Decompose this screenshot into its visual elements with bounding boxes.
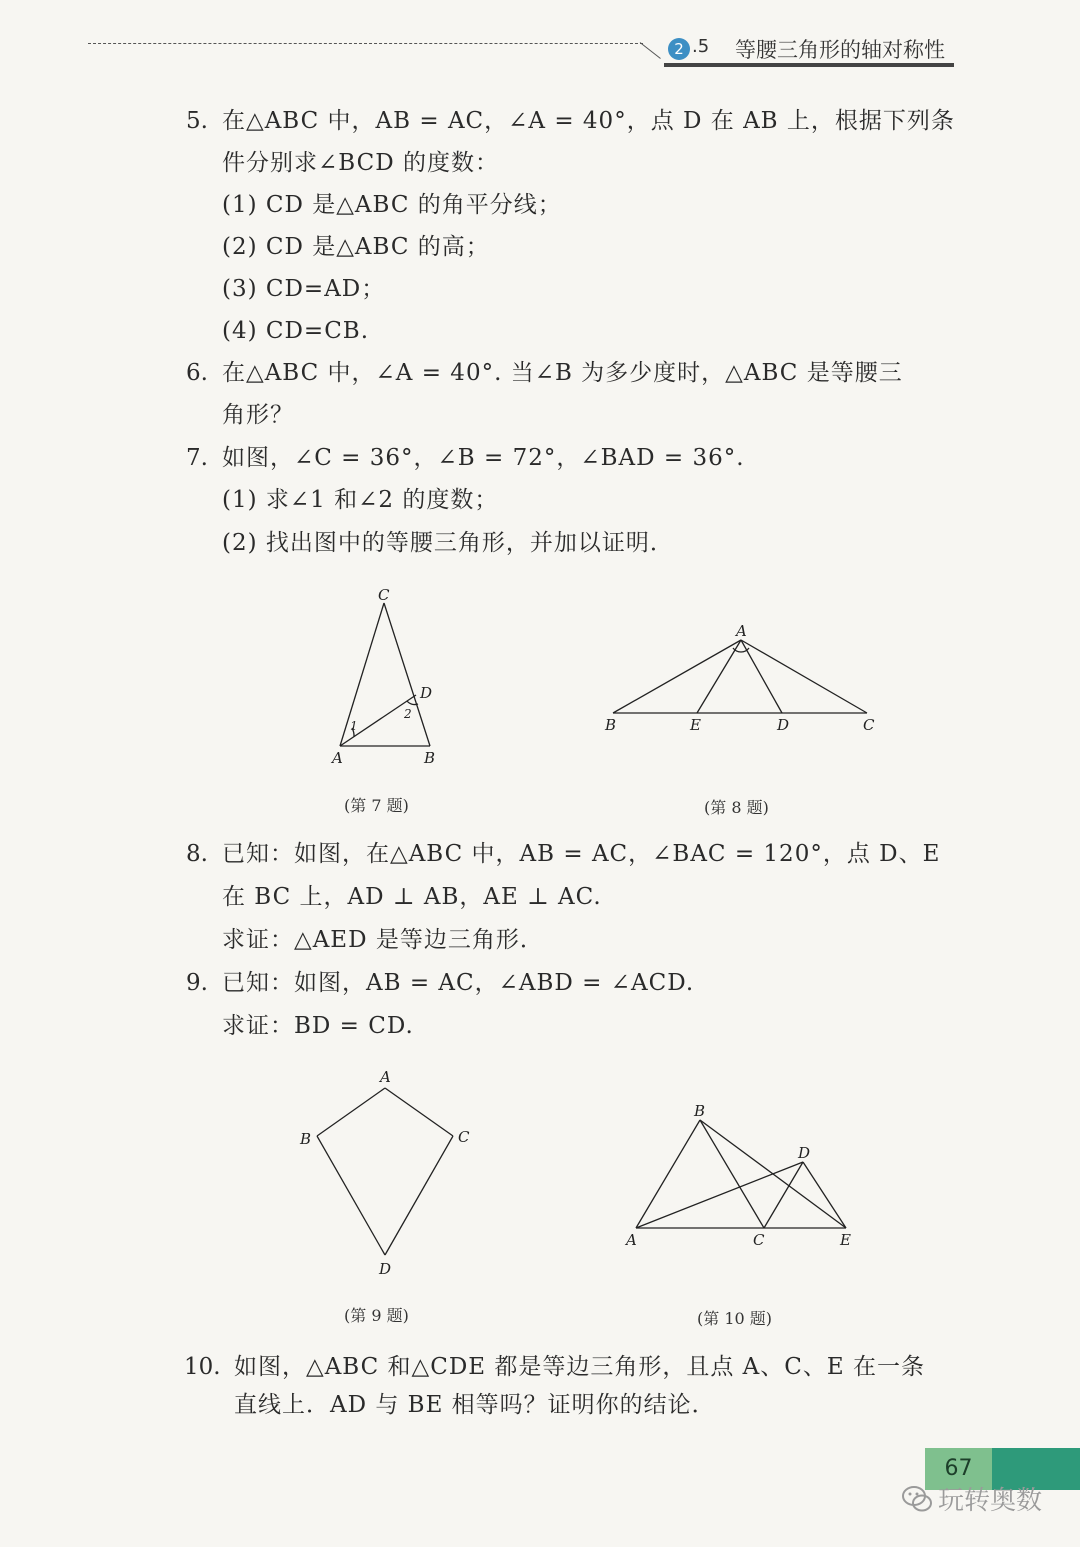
section-badge: 2 xyxy=(668,38,690,60)
problem-9-prove: 求证：BD = CD. xyxy=(222,1013,414,1039)
wechat-icon xyxy=(900,1482,934,1516)
fig7-angle-2-label: 2 xyxy=(404,707,412,721)
fig7-label-a: A xyxy=(332,749,343,767)
page-number: 67 xyxy=(944,1456,973,1481)
fig8-label-d: D xyxy=(777,716,790,734)
watermark-text: 玩转奥数 xyxy=(938,1486,1043,1516)
fig9-label-c: C xyxy=(458,1128,470,1146)
fig10-edge-bc xyxy=(700,1120,764,1228)
problem-9-text: 已知：如图，AB = AC，∠ABD = ∠ACD. xyxy=(222,970,695,996)
figure-10 xyxy=(620,1098,865,1248)
section-number-suffix: .5 xyxy=(692,36,710,57)
fig10-edge-ad xyxy=(636,1162,803,1228)
problem-6-number: 6. xyxy=(186,360,208,386)
figure-7 xyxy=(320,580,460,780)
problem-8-prove: 求证：△AED 是等边三角形． xyxy=(222,927,544,953)
figure-10-caption: (第 10 题) xyxy=(697,1309,773,1328)
fig9-edge-ac xyxy=(385,1088,453,1136)
problem-8-text: 已知：如图，在△ABC 中，AB = AC，∠BAC = 120°，点 D、E xyxy=(222,841,941,867)
fig8-label-e: E xyxy=(690,716,701,734)
fig7-label-b: B xyxy=(424,749,436,767)
problem-9-number: 9. xyxy=(186,970,208,996)
fig10-label-d: D xyxy=(798,1144,811,1162)
fig9-label-d: D xyxy=(379,1260,392,1278)
fig10-edge-ab xyxy=(636,1120,700,1228)
fig7-edge-cb xyxy=(384,603,433,746)
problem-5-number: 5. xyxy=(186,108,208,134)
fig10-label-a: A xyxy=(626,1231,637,1248)
header-dashed-rule xyxy=(88,43,643,44)
problem-10-number: 10. xyxy=(184,1354,221,1380)
fig8-edge-ad xyxy=(741,640,782,713)
problem-7-number: 7. xyxy=(186,445,208,471)
problem-5-sub-2: (2) CD 是△ABC 的高； xyxy=(222,234,490,260)
problem-8-text-cont: 在 BC 上，AD ⊥ AB，AE ⊥ AC. xyxy=(222,884,602,910)
section-title: 等腰三角形的轴对称性 xyxy=(735,38,945,62)
fig9-label-b: B xyxy=(300,1130,312,1148)
problem-7-text: 如图，∠C = 36°，∠B = 72°，∠BAD = 36°. xyxy=(222,445,745,471)
fig10-label-e: E xyxy=(840,1231,851,1248)
fig7-label-c: C xyxy=(378,586,390,604)
fig8-edge-ac xyxy=(741,640,867,713)
problem-7-sub-2: (2) 找出图中的等腰三角形，并加以证明． xyxy=(222,530,674,556)
fig9-edge-cd xyxy=(385,1136,453,1255)
problem-6-text: 在△ABC 中，∠A = 40°. 当∠B 为多少度时，△ABC 是等腰三 xyxy=(222,360,903,386)
problem-5-sub-1: (1) CD 是△ABC 的角平分线； xyxy=(222,192,562,218)
figure-7-caption: (第 7 题) xyxy=(344,796,409,815)
figure-8-caption: (第 8 题) xyxy=(704,798,769,817)
fig10-label-c: C xyxy=(753,1231,765,1248)
problem-7-sub-1: (1) 求∠1 和∠2 的度数； xyxy=(222,487,499,513)
header-slash-rule xyxy=(640,42,661,59)
fig8-edge-ab xyxy=(613,640,741,713)
fig10-edge-de xyxy=(803,1162,846,1228)
problem-5-text: 在△ABC 中，AB = AC，∠A = 40°，点 D 在 AB 上，根据下列条 xyxy=(222,108,955,134)
fig8-edge-ae xyxy=(697,640,741,713)
problem-6-text-cont: 角形？ xyxy=(222,402,294,428)
fig10-label-b: B xyxy=(694,1102,706,1120)
fig8-label-c: C xyxy=(863,716,875,734)
fig9-edge-bd xyxy=(317,1136,385,1255)
fig7-angle-1-label: 1 xyxy=(350,719,358,733)
problem-10-text-cont: 直线上．AD 与 BE 相等吗？证明你的结论． xyxy=(234,1392,716,1418)
figure-8 xyxy=(595,615,885,745)
problem-10-text: 如图，△ABC 和△CDE 都是等边三角形，且点 A、C、E 在一条 xyxy=(234,1354,925,1380)
fig8-label-a: A xyxy=(736,622,747,640)
problem-8-number: 8. xyxy=(186,841,208,867)
fig7-edge-ca xyxy=(340,603,384,746)
fig9-edge-ab xyxy=(317,1088,385,1136)
problem-5-text-cont: 件分别求∠BCD 的度数： xyxy=(222,150,499,176)
fig8-label-b: B xyxy=(605,716,617,734)
problem-5-sub-4: (4) CD=CB. xyxy=(222,318,370,344)
figure-9-caption: (第 9 题) xyxy=(344,1306,409,1325)
fig7-label-d: D xyxy=(420,684,433,702)
problem-5-sub-3: (3) CD=AD； xyxy=(222,276,386,302)
header-underline-bar xyxy=(664,63,954,67)
figure-9 xyxy=(290,1062,480,1282)
fig9-label-a: A xyxy=(380,1068,391,1086)
